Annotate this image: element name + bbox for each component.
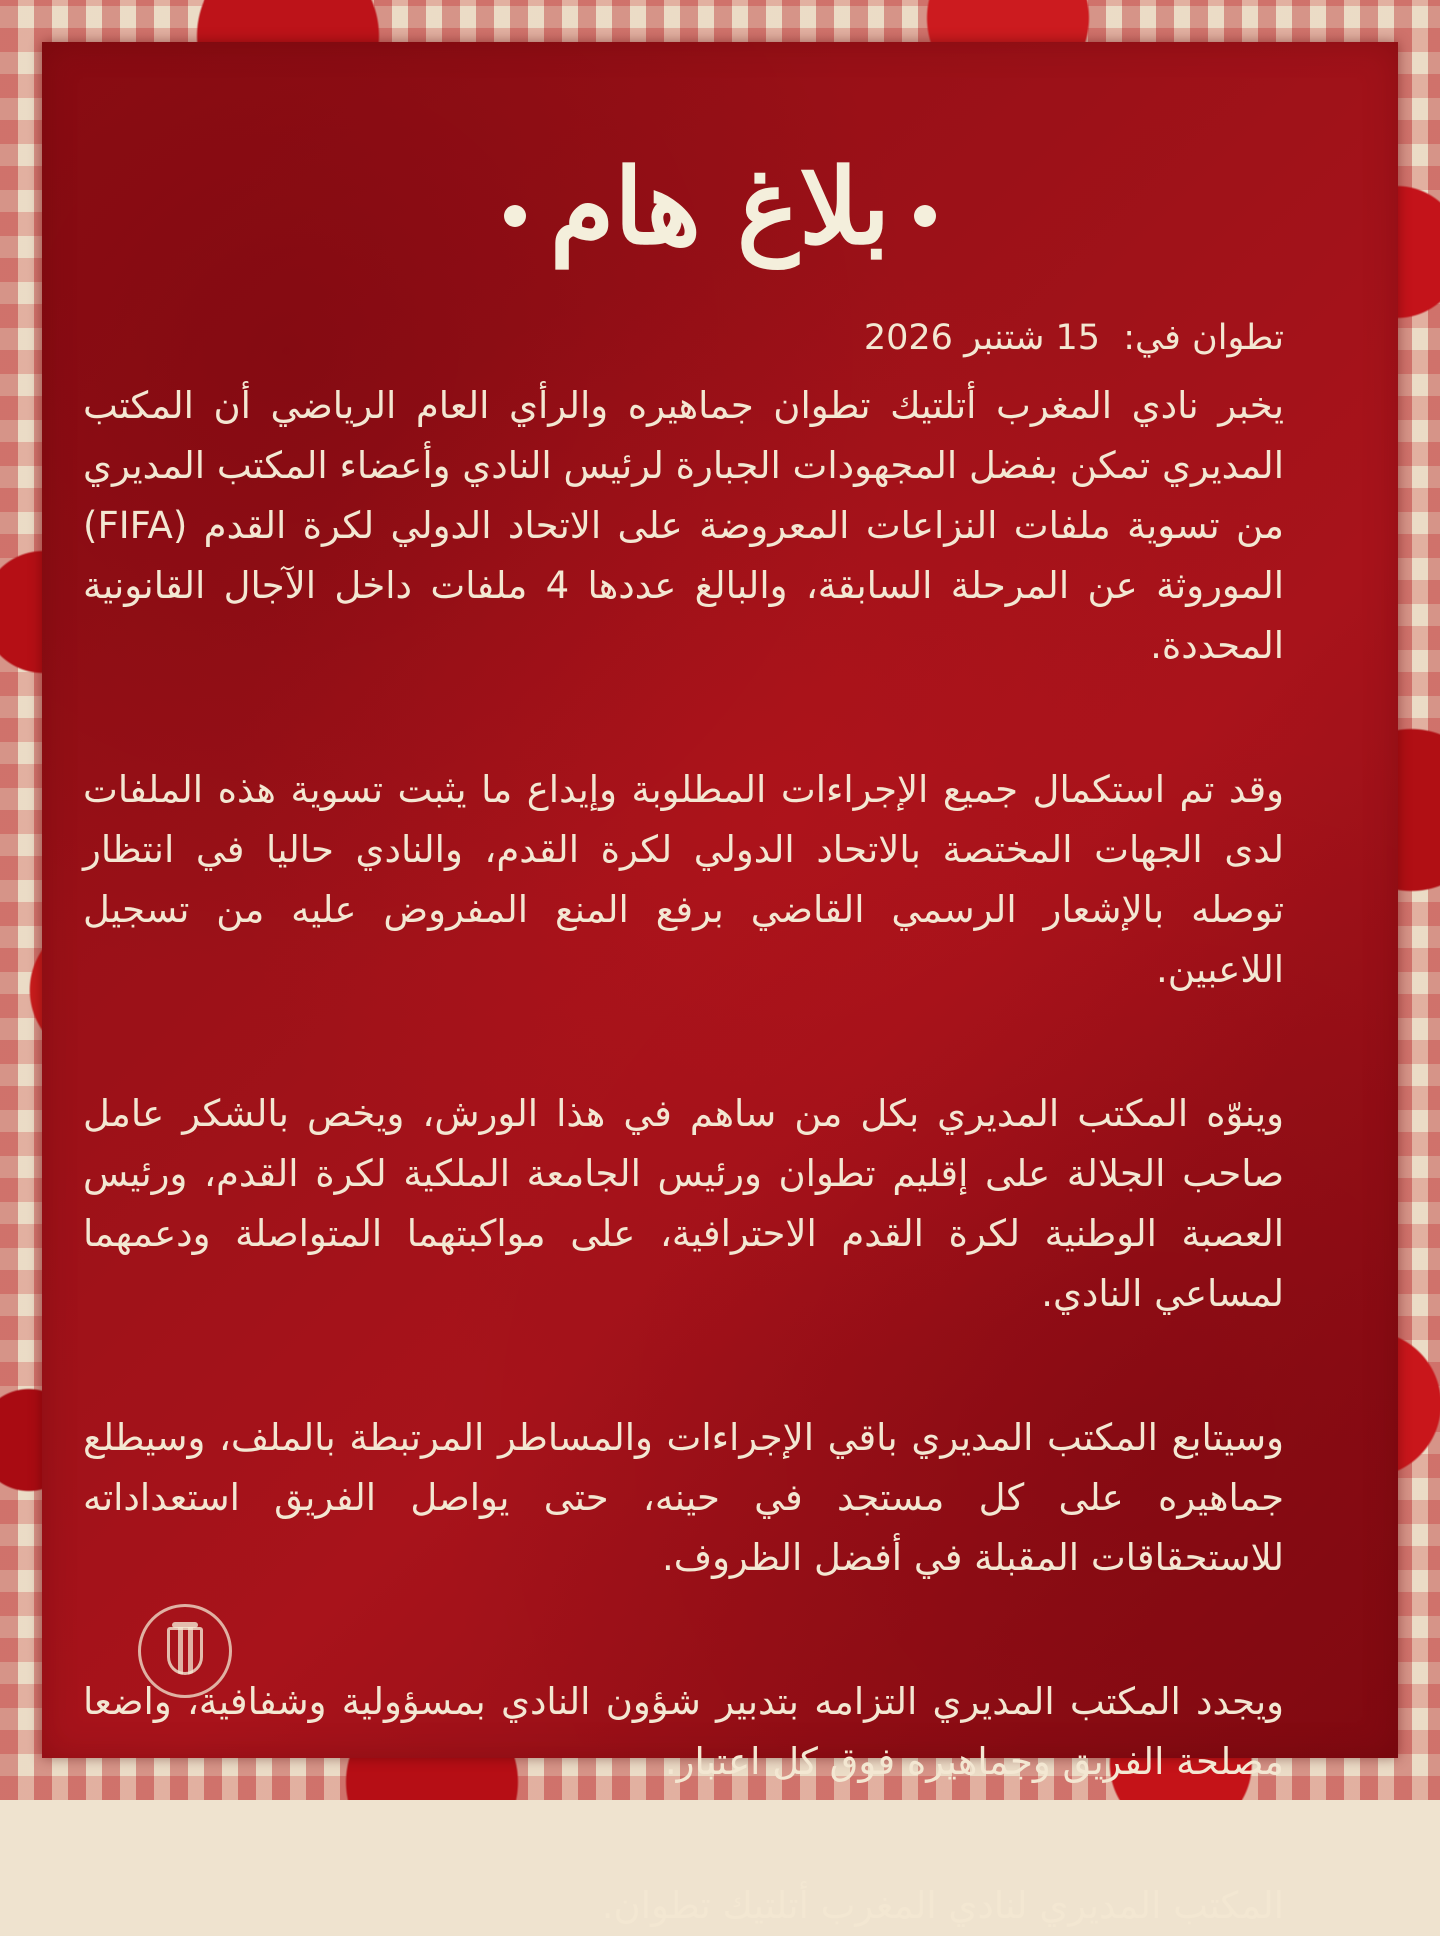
- club-crest-icon: [138, 1604, 232, 1698]
- date-value: 15 شتنبر 2026: [863, 318, 1101, 358]
- paragraph-2: وقد تم استكمال جميع الإجراءات المطلوبة وإيداع ما يثبت تسوية هذه الملفات لدى الجهات المختصة بالاتحاد الدولي لكرة القدم، والنادي حاليا في انتظار توصله بالإشعار الرسمي القاضي برفع المنع المفروض عليه من تسجيل اللاعبين.: [83, 768, 1284, 991]
- announcement-title: [42, 132, 1398, 282]
- crest-shield-icon: [167, 1627, 203, 1675]
- announcement-body: [83, 312, 1284, 1936]
- title-text: بلاغ هام: [549, 145, 891, 268]
- signature: المكتب المديري لنادي المغرب أتلتيك تطوان.: [601, 1884, 1284, 1927]
- date-line: [83, 312, 1284, 364]
- announcement-panel: [42, 42, 1398, 1927]
- paragraph-1: يخبر نادي المغرب أتلتيك تطوان جماهيره والرأي العام الرياضي أن المكتب المديري تمكن بفضل المجهودات الجبارة لرئيس النادي وأعضاء المكتب المديري من تسوية ملفات النزاعات المعروضة على الاتحاد الدولي لكرة القدم (FIFA) الموروثة عن المرحلة السابقة، والبالغ عددها 4 ملفات داخل الآجال القانونية المحددة.: [83, 384, 1284, 667]
- date-label: تطوان في:: [1123, 318, 1284, 358]
- title-dot-right: [914, 205, 936, 227]
- title-dot-left: [504, 205, 526, 227]
- paragraph-4: وسيتابع المكتب المديري باقي الإجراءات والمساطر المرتبطة بالملف، وسيطلع جماهيره على كل مستجد في حينه، حتى يواصل الفريق استعداداته للاستحقاقات المقبلة في أفضل الظروف.: [83, 1416, 1284, 1579]
- paragraph-3: وينوّه المكتب المديري بكل من ساهم في هذا الورش، ويخص بالشكر عامل صاحب الجلالة على إقليم تطوان ورئيس الجامعة الملكية لكرة القدم، ورئيس العصبة الوطنية لكرة القدم الاحترافية، على مواكبتهما المتواصلة ودعمهما لمساعي النادي.: [83, 1092, 1284, 1315]
- paragraph-5: ويجدد المكتب المديري التزامه بتدبير شؤون النادي بمسؤولية وشفافية، واضعا مصلحة الفريق وجماهيره فوق كل اعتبار.: [83, 1680, 1284, 1783]
